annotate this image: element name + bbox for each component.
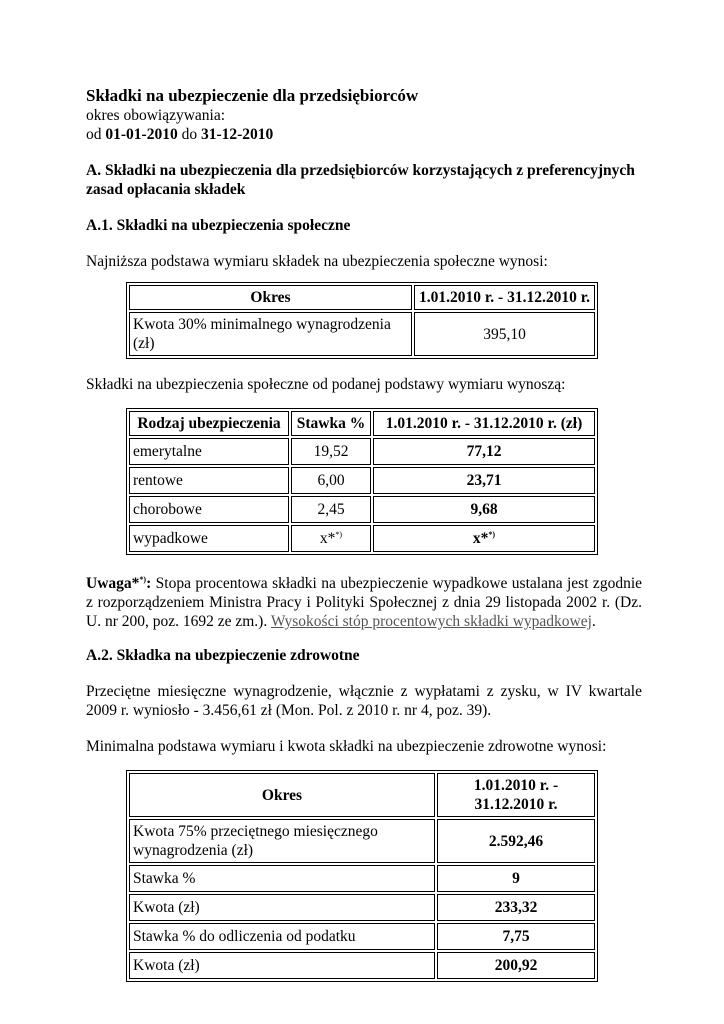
- health-insurance-table: [126, 770, 598, 982]
- period-label: okres obowiązywania:: [86, 107, 226, 124]
- section-a2-para2: Minimalna podstawa wymiaru i kwota składki na ubezpieczenie zdrowotne wynosi:: [86, 738, 607, 755]
- table-header-row: [129, 411, 595, 436]
- table-cell: 395,10: [414, 312, 595, 356]
- period-to: 31-12-2010: [200, 126, 274, 143]
- footnote-note: [86, 574, 642, 631]
- note-label: Uwaga*: [86, 575, 140, 592]
- table-row: [129, 496, 595, 523]
- note-label-colon: :: [146, 575, 152, 592]
- footnote-mark: *): [335, 529, 343, 539]
- table-cell: Kwota 30% minimalnego wynagrodzenia (zł): [129, 312, 412, 356]
- table-cell: 2.592,46: [437, 819, 595, 863]
- table-cell: 9,68: [373, 496, 595, 523]
- section-a2-para1: Przeciętne miesięczne wynagrodzenie, włącznie z wypłatami z zysku, w IV kwartale 2009 r. wyniosło - 3.456,61 zł (Mon. Pol. z 2010 r. nr 4, poz. 39).: [86, 683, 642, 719]
- table-header-row: [129, 773, 595, 817]
- table-cell: Kwota (zł): [129, 952, 435, 979]
- section-a2-heading: A.2. Składka na ubezpieczenie zdrowotne: [86, 647, 360, 664]
- table-header-cell: Rodzaj ubezpieczenia: [129, 411, 289, 436]
- table-cell: rentowe: [129, 467, 289, 494]
- table-cell: 77,12: [373, 438, 595, 465]
- table-row: [129, 438, 595, 465]
- period-range: [86, 125, 642, 144]
- note-end: .: [591, 613, 596, 630]
- table-cell: 2,45: [291, 496, 371, 523]
- table-cell: 7,75: [437, 923, 595, 950]
- footnote-mark: *): [488, 529, 496, 539]
- table-cell: 23,71: [373, 467, 595, 494]
- table-header-cell: Okres: [129, 285, 412, 310]
- table-cell: 19,52: [291, 438, 371, 465]
- table-row: [129, 894, 595, 921]
- table-cell: Stawka %: [129, 865, 435, 892]
- cell-value: x*: [319, 530, 336, 547]
- table-row: [129, 525, 595, 552]
- table-header-cell: 1.01.2010 r. - 31.12.2010 r. (zł): [373, 411, 595, 436]
- table-cell: emerytalne: [129, 438, 289, 465]
- section-a-heading: A. Składki na ubezpieczenia dla przedsiębiorców korzystających z preferencyjnych zasad opłacania składek: [86, 162, 635, 198]
- table-header-cell: Okres: [129, 773, 435, 817]
- table-cell: [373, 525, 595, 552]
- table-cell: Kwota (zł): [129, 894, 435, 921]
- note-label-sup: *): [139, 574, 147, 584]
- table-cell: 200,92: [437, 952, 595, 979]
- table-row: [129, 467, 595, 494]
- table-row: [129, 819, 595, 863]
- table-cell: [291, 525, 371, 552]
- table-cell: 6,00: [291, 467, 371, 494]
- table-row: [129, 923, 595, 950]
- section-a1-intro: Najniższa podstawa wymiaru składek na ubezpieczenia społeczne wynosi:: [86, 253, 548, 270]
- table-cell: chorobowe: [129, 496, 289, 523]
- base-amount-table: [126, 282, 598, 359]
- accident-rates-link[interactable]: Wysokości stóp procentowych składki wypadkowej: [270, 613, 592, 630]
- table-cell: wypadkowe: [129, 525, 289, 552]
- table-cell: Stawka % do odliczenia od podatku: [129, 923, 435, 950]
- header-line: 1.01.2010 r. -: [473, 777, 559, 794]
- table-header-cell: Stawka %: [291, 411, 371, 436]
- table-header-cell: [437, 773, 595, 817]
- period-to-label: do: [181, 126, 198, 143]
- period-from-label: od: [86, 126, 102, 143]
- document-page: [86, 86, 642, 982]
- table-cell: 233,32: [437, 894, 595, 921]
- note-text: Stopa procentowa składki na ubezpieczenie wypadkowe ustalana jest zgodnie z rozporządzeniem Ministra Pracy i Polityki Społecznej z dnia 29 listopada 2002 r. (Dz. U. nr 200, poz. 1692 ze zm.).: [86, 575, 642, 630]
- period-from: 01-01-2010: [105, 126, 178, 143]
- table-header-row: [129, 285, 595, 310]
- table-cell: 9: [437, 865, 595, 892]
- page-title: Składki na ubezpieczenie dla przedsiębiorców: [86, 86, 419, 105]
- contributions-table: [126, 408, 598, 555]
- table-row: [129, 312, 595, 356]
- header-line: 31.12.2010 r.: [474, 796, 558, 813]
- section-a1-intro2: Składki na ubezpieczenia społeczne od podanej podstawy wymiaru wynoszą:: [86, 376, 566, 393]
- table-row: [129, 952, 595, 979]
- cell-value: x*: [472, 530, 489, 547]
- table-row: [129, 865, 595, 892]
- table-cell: Kwota 75% przeciętnego miesięcznego wynagrodzenia (zł): [129, 819, 435, 863]
- table-header-cell: 1.01.2010 r. - 31.12.2010 r.: [414, 285, 595, 310]
- section-a1-heading: A.1. Składki na ubezpieczenia społeczne: [86, 217, 351, 234]
